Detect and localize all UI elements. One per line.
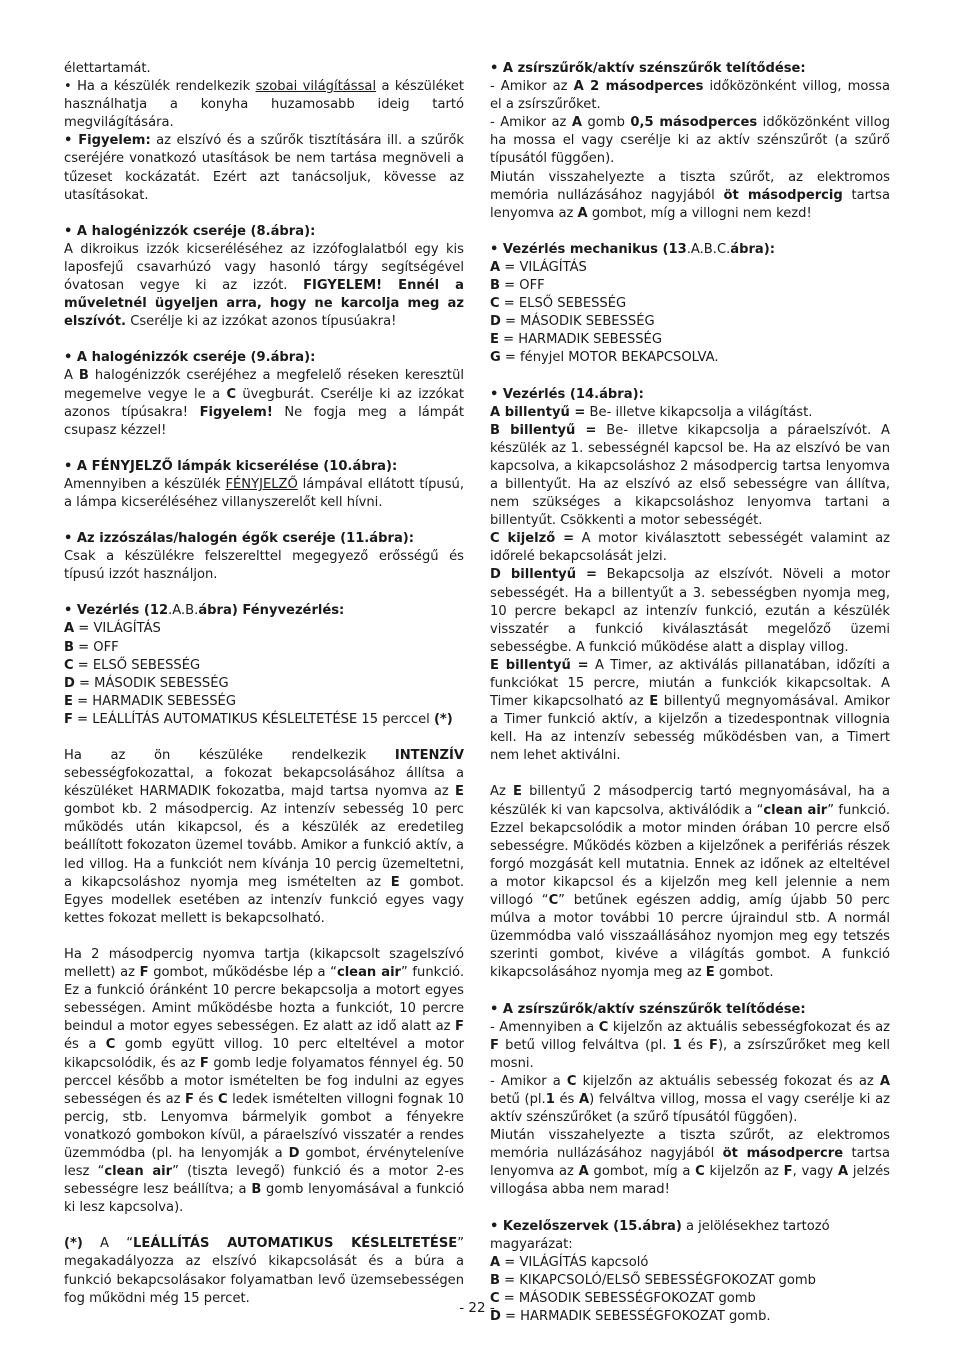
section-title-12: • Vezérlés (12.A.B.ábra) Fényvezérlés: (64, 603, 345, 619)
section-title-13: • Vezérlés mechanikus (13.A.B.C.ábra): (490, 241, 775, 257)
list-item: E = HARMADIK SEBESSÉG (64, 693, 236, 709)
list-item: C = MÁSODIK SEBESSÉGFOKOZAT gomb (490, 1290, 756, 1306)
intensive-paragraph: Ha az ön készüléke rendelkezik INTENZÍV sebességfokozattal, a fokozat bekapcsolásához állítsa a készüléket HARMADIK fokozatba, majd tartsa nyomva az E gombot kb. 2 másodpercig. Az intenzív sebesség 10 perc működés után kikapcsol, és a készülék az eredetileg beállított fokozaton üzemel tovább. Amikor a funkció aktív, a led villog. Ha a funkciót nem kívánja 10 percig üzemeltetni, a kikapcsoláshoz nyomja meg ismételten az E gombot. Egyes modellek esetében az intenzív funkció egyes vagy kettes fokozat mellett is bekapcsolható. (64, 748, 464, 926)
page-number: - 22 - (459, 1300, 495, 1316)
section-title-10: • A FÉNYJELZŐ lámpák kicserélése (10.ábra): (64, 458, 398, 474)
list-item: B = KIKAPCSOLÓ/ELSŐ SEBESSÉGFOKOZAT gomb (490, 1272, 816, 1288)
section-title-11: • Az izzószálas/halogén égők cseréje (11.ábra): (64, 531, 415, 547)
right-column (490, 60, 890, 1326)
list-item: C = ELSŐ SEBESSÉG (64, 657, 201, 673)
section-title-14: • Vezérlés (14.ábra): (490, 386, 644, 402)
list-item: E = HARMADIK SEBESSÉG (490, 332, 662, 348)
clean-air-paragraph: Ha 2 másodpercig nyomva tartja (kikapcsolt szagelszívó mellett) az F gombot, működésbe lép a “clean air” funkció. Ez a funkció óránként 10 percre bekapcsolja a motort egyes sebességen. Amint működésbe hozta a funkciót, 10 percre beindul a motor egyes sebességen. Ez alatt az idő alatt az F és a C gomb együtt villog. 10 perc elteltével a motor kikapcsolódik, és az F gomb ledje folyamatos fénnyel ég. 50 perccel később a motor ismételten be fog indulni az egyes sebességen és az F és C ledek ismételten villogni fognak 10 percig, stb. Lenyomva bármelyik gombot a fényekre vonatkozó gombokon kívül, a páraelszívó visszatér a rendes üzemmódba (pl. ha lenyomják a D gombot, érvényteleníve lesz “clean air” (tiszta levegő) funkció és a motor 2-es sebességre lesz beállítva; a B gomb lenyomásával a funkció ki lesz kapcsolva). (64, 946, 465, 1216)
list-item: A = VILÁGÍTÁS (490, 259, 587, 275)
section-title-filter: • A zsírszűrők/aktív szénszűrők telítődése: (490, 61, 806, 76)
display-c-description: C kijelző = A motor kiválasztott sebességét valamint az időrelé bekapcsolását jelzi. (490, 531, 890, 565)
filter-paragraph: - Amikor az A gomb 0,5 másodperces időközönként villog ha mossa el vagy cserélje ki az aktív szénszűrőt (a szűrő típusától függően). (490, 115, 891, 167)
section-body-9: A B halogénizzók cseréjéhez a megfelelő réseken keresztül megemelve vegye le a C üvegburát. Cserélje ki az izzókat azonos típúsakra! Figyelem! Ne fogja meg a lámpát csupasz kézzel! (64, 368, 465, 438)
list-item: D = MÁSODIK SEBESSÉG (490, 314, 655, 330)
clean-air-paragraph-2: Az E billentyű 2 másodpercig tartó megnyomásával, ha a készülék ki van kapcsolva, aktiválódik a “clean air” funkció. Ezzel bekapcsolódik a motor minden órában 10 percre első sebességre. Működés közben a kijelzőnek a perifériás részek forgó mozgását kell mutatnia. Ennek az időnek az elteltével a motor kikapcsol és a kijelzőn meg kell jelennie a nem villogó “C” betűnek egészen addig, amíg újabb 50 perc múlva a motor további 10 percre újraindul stb. A normál üzemmódba való visszaállásához nyomjon meg egy tetszés szerinti gombot, kivéve a világítás gombot. A funkció kikapcsolásához nyomja meg az E gombot. (490, 784, 890, 981)
key-b-description: B billentyű = Be- illetve kikapcsolja a páraelszívót. A készülék az 1. sebességnél kapcsol be. Ha az elszívó be van kapcsolva, a kikapcsoláshoz 2 másodpercig tartsa lenyomva a billentyűt. Ha az elszívó az első sebességre van állítva, nem szükséges a kikapcsoláshoz lenyomva tartani a billentyűt. Csökkenti a motor sebességét. (490, 422, 890, 529)
warning-paragraph: • Figyelem: az elszívó és a szűrők tisztítására ill. a szűrők cseréjére vonatkozó utasítások be nem tartása megnöveli a tűzeset kockázatát. Ezért azt tanácsoljuk, kövesse az utasításokat. (64, 133, 464, 203)
list-item: A = VILÁGÍTÁS (64, 621, 161, 637)
section-title-15: • Kezelőszervek (15.ábra) a jelölésekhez tartozó magyarázat: (490, 1218, 830, 1252)
filter-paragraph: - Amikor a C kijelzőn az aktuális sebesség fokozat és az A betű (pl.1 és A) felváltva villog, mossa el vagy cserélje ki az aktív szénszűrőket (a szűrő típusától függően). (490, 1073, 891, 1126)
list-item: F = LEÁLLÍTÁS AUTOMATIKUS KÉSLELTETÉSE 15 perccel (*) (64, 711, 453, 727)
list-item: A = VILÁGÍTÁS kapcsoló (490, 1254, 649, 1270)
footnote-paragraph: (*) A “LEÁLLÍTÁS AUTOMATIKUS KÉSLELTETÉSE” megakadályozza az elszívó kikapcsolását és a búra a funkció bekapcsolásakor folyamatban levő üzemsebességen fog működni még 15 percet. (64, 1236, 464, 1306)
key-e-description: E billentyű = A Timer, az aktiválás pillanatában, időzíti a funkciókat 15 percre, miután a funkciók kikapcsoltak. A Timer kikapcsolható az E billentyű megnyomásával. Amikor a Timer funkció aktív, a kijelzőn a tizedespontnak villognia kell. Ha az intenzív sebesség működésben van, a Timert nem lehet aktiválni. (490, 657, 890, 764)
list-item: B = OFF (64, 639, 119, 655)
intro-line: élettartamát. (64, 61, 151, 76)
filter-paragraph: - Amennyiben a C kijelzőn az aktuális sebességfokozat és az F betű villog felváltva (pl. 1 és F), a zsírszűrőket meg kell mosni. (490, 1019, 891, 1071)
section-title-filter-2: • A zsírszűrők/aktív szénszűrők telítődése: (490, 1001, 806, 1017)
filter-paragraph: Miután visszahelyezte a tiszta szűrőt, az elektromos memória nullázásához nagyjából öt másodpercre tartsa lenyomva az A gombot, míg a C kijelzőn az F, vagy A jelzés villogása abba nem marad! (490, 1128, 891, 1198)
section-body-10: Amennyiben a készülék FÉNYJELZŐ lámpával ellátott típusú, a lámpa kicseréléséhez villanyszerelőt kell hívni. (64, 476, 464, 510)
section-title-8: • A halogénizzók cseréje (8.ábra): (64, 223, 316, 239)
key-d-description: D billentyű = Bekapcsolja az elszívót. Növeli a motor sebességét. Ha a billentyűt a 3. sebességben nyomja meg, 10 percre bekapcl az intenzív funkció, ezután a készülék visszatér a funkció kiválasztását megelőző üzemi sebességbe. A funkció működése alatt a display villog. (490, 567, 890, 655)
section-title-9: • A halogénizzók cseréje (9.ábra): (64, 350, 316, 366)
list-item: D = HARMADIK SEBESSÉGFOKOZAT gomb. (490, 1309, 771, 1324)
room-light-paragraph: • Ha a készülék rendelkezik szobai világítással a készüléket használhatja a konyha huzamosabb ideig tartó megvilágítására. (64, 79, 464, 131)
section-body-11: Csak a készülékre felszerelttel megegyező erősségű és típusú izzót használjon. (64, 549, 464, 583)
key-a-description: A billentyű = Be- illetve kikapcsolja a világítást. (490, 404, 813, 420)
list-item: B = OFF (490, 278, 545, 294)
section-body-8: A dikroikus izzók kicseréléséhez az izzófoglalatból egy kis laposfejű csavarhúzó vagy hasonló tárgy segítségével óvatosan vegye ki az izzót. FIGYELEM! Ennél a műveletnél ügyeljen arra, hogy ne karcolja meg az elszívót. Cserélje ki az izzókat azonos típusúakra! (64, 241, 464, 330)
list-item: C = ELSŐ SEBESSÉG (490, 296, 627, 312)
list-item: G = fényjel MOTOR BEKAPCSOLVA. (490, 350, 719, 366)
left-column (64, 60, 464, 1308)
filter-paragraph: Miután visszahelyezte a tiszta szűrőt, az elektromos memória nullázásához nagyjából öt másodpercig tartsa lenyomva az A gombot, míg a villogni nem kezd! (490, 169, 890, 221)
list-item: D = MÁSODIK SEBESSÉG (64, 675, 229, 691)
filter-paragraph: - Amikor az A 2 másodperces időközönként villog, mossa el a zsírszűrőket. (490, 79, 891, 113)
